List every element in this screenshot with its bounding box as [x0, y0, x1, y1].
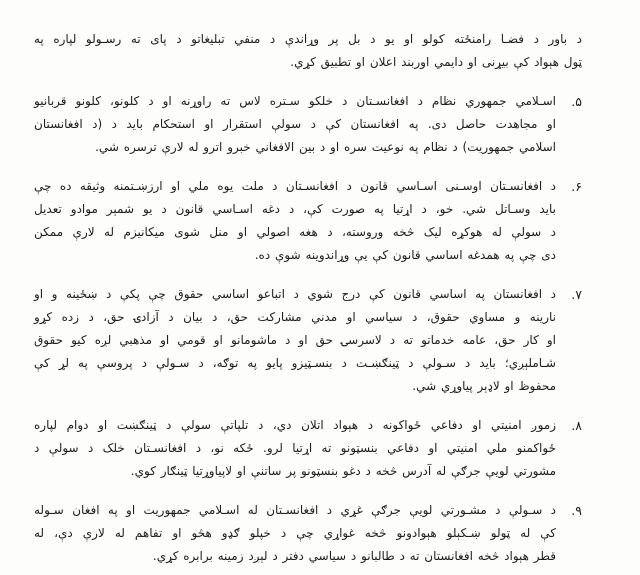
- item-text: [34, 175, 556, 267]
- text-line: زموږ امنيتي او دفاعي ځواکونه د هېواد اتلان دي، د تلپاتې سولې د ټينګښت او دوام لپاره: [34, 418, 556, 432]
- text-line: د افغانسـتان اوسـنی اسـاسي قانون د افغانسـتان د ملت يوه ملي او ارزښـتمنه وثيقه ده چې: [34, 179, 556, 193]
- text-line: ځواکمنو ملي امنيتي او دفاعي بنسټونو ته اړتيا لرو. ځکه نو، د افغانسـتان خلک د سولې د: [34, 441, 556, 455]
- list-item-7: [34, 283, 582, 398]
- text-line: د سولې له هوکړه ليک څخه وروسته، د هغه اصولي او منل شوی ميکانيزم له لارې ممکن: [34, 225, 556, 239]
- text-line: اسلامي جمهوريت) د نظام په نوعيت سره او د بين الافغاني خبرو اترو له لارې ترسره شي.: [95, 140, 556, 154]
- item-text: [34, 90, 556, 159]
- paragraph-continuation: [34, 28, 582, 74]
- item-number: ۵.: [571, 94, 582, 109]
- text-line: مشورتي لويې جرګې له آدرس څخه د دغو بنسټونو پر ساتنې او لاپياوړتيا ټينګار کوي.: [130, 464, 556, 478]
- text-line: او مجاهدت حاصل دی. په افغانستان کې د سولې استقرار او استحکام بايد د (د افغانستان: [34, 117, 556, 131]
- text-line: د باور د فضـا رامنځته کولو او يو د بل پر وړاندې د منفي تبليغاتو د پای ته رسـولو لپاره په: [34, 32, 582, 46]
- item-text: [34, 283, 556, 398]
- item-number: ۸.: [571, 418, 582, 433]
- text-line: اسـلامي جمهوري نظام د افغانسـتان د خلکو سـتره لاس ته راوړنه او د کلونو، کلونو قربانيو: [34, 94, 556, 108]
- item-text: [34, 499, 556, 568]
- item-text: [34, 414, 556, 483]
- item-number: ۹.: [571, 503, 582, 518]
- text-line: محفوظ او لاډېر پياوړي شي.: [412, 379, 556, 393]
- item-number: ۷.: [571, 287, 582, 302]
- list-item-9: [34, 499, 582, 568]
- text-line: کې له ټولو ښـکېلو هېوادونو څخه غواړي چې د خپلو ګډو هڅو او تفاهم له لارې دې، له: [34, 526, 556, 540]
- list-item-6: [34, 175, 582, 267]
- text-line: او کار حق، عامه خدماتو ته د لاسرسۍ حق او د ماشومانو او قومي او مذهبي لږه کيو حقوق: [34, 333, 556, 347]
- text-line: د افغانستان په اساسي قانون کې درج شوي د اتباعو اساسي حقوق چې پکې د ښځينه و او: [34, 287, 556, 301]
- text-line: ټول هېواد کې بيړنی او دايمي اوربند اعلان او تطبيق کړي.: [290, 55, 582, 69]
- numbered-list: [34, 90, 582, 568]
- text-line: بايد وسـاتل شي. خو، د اړتيا په صورت کې، د دغه اسـاسي قانون د يو شمېر موادو تعديل: [34, 202, 556, 216]
- text-line: قطر هېواد څخه افغانستان ته د طالبانو د سياسي دفتر د لېږد زمينه برابره کړي.: [152, 549, 556, 563]
- text-line: نارينه و مساوي حقوق، د سياسي او مدني مشارکت حق، د بيان د آزادۍ حق، د زده کړو: [34, 310, 556, 324]
- list-item-8: [34, 414, 582, 483]
- text-line: د سـولې د مشـورتي لويې جرګې غړي د افغانسـتان له اسـلامي جمهوريت او په افغان سـوله: [34, 503, 556, 517]
- list-item-5: [34, 90, 582, 159]
- item-number: ۶.: [571, 179, 582, 194]
- text-line: شـاملېږي؛ بايد د سـولې د ټينګښـت د بنسـټيزو پايو په توګه، د سـولې د پروسې په لړ کې: [34, 356, 556, 370]
- text-line: دی چې په همدغه اساسي قانون کې يې وړاندوينه شوې ده.: [254, 248, 556, 262]
